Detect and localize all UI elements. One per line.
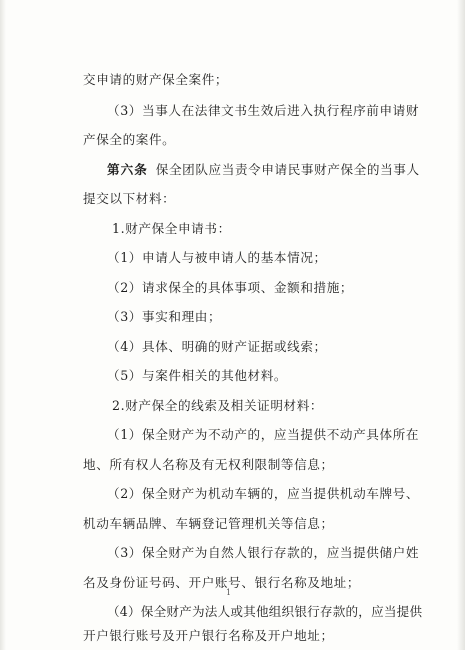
page-number: 1 bbox=[226, 588, 232, 597]
text-line-20: 开户银行账号及开户银行名称及开户地址； bbox=[83, 628, 334, 643]
text-line-7: （1）申请人与被申请人的基本情况； bbox=[107, 250, 327, 265]
text-line-8: （2）请求保全的具体事项、金额和措施； bbox=[107, 280, 354, 295]
text-line-14: 地、所有权人名称及有无权利限制等信息； bbox=[83, 457, 334, 472]
text-line-1: 交申请的财产保全案件； bbox=[83, 72, 229, 87]
article-label: 第六条 bbox=[107, 162, 148, 177]
text-line-12: 2.财产保全的线索及相关证明材料： bbox=[112, 398, 324, 413]
scan-shadow-right bbox=[457, 0, 465, 650]
text-line-10: （4）具体、明确的财产证据或线索； bbox=[107, 339, 327, 354]
scan-shadow-left bbox=[0, 0, 6, 650]
text-line-11: （5）与案件相关的其他材料。 bbox=[107, 368, 288, 383]
text-line-2: （3）当事人在法律文书生效后进入执行程序前申请财 bbox=[107, 103, 420, 118]
article-text: 保全团队应当责令申请民事财产保全的当事人 bbox=[155, 162, 420, 177]
text-line-3: 产保全的案件。 bbox=[83, 132, 176, 147]
text-line-13: （1）保全财产为不动产的，应当提供不动产具体所在 bbox=[107, 427, 420, 442]
text-line-17: （3）保全财产为自然人银行存款的，应当提供储户姓 bbox=[107, 545, 420, 560]
text-line-19: （4）保全财产为法人或其他组织银行存款的，应当提供 bbox=[107, 604, 423, 619]
text-line-16: 机动车辆品牌、车辆登记管理机关等信息； bbox=[83, 516, 334, 531]
text-line-6: 1.财产保全申请书： bbox=[112, 221, 231, 236]
text-line-5: 提交以下材料： bbox=[83, 191, 176, 206]
text-line-15: （2）保全财产为机动车辆的，应当提供机动车牌号、 bbox=[107, 486, 420, 501]
text-line-18: 名及身份证号码、开户账号、银行名称及地址； bbox=[83, 575, 361, 590]
text-line-9: （3）事实和理由； bbox=[107, 309, 222, 324]
article-six-line bbox=[107, 162, 420, 178]
